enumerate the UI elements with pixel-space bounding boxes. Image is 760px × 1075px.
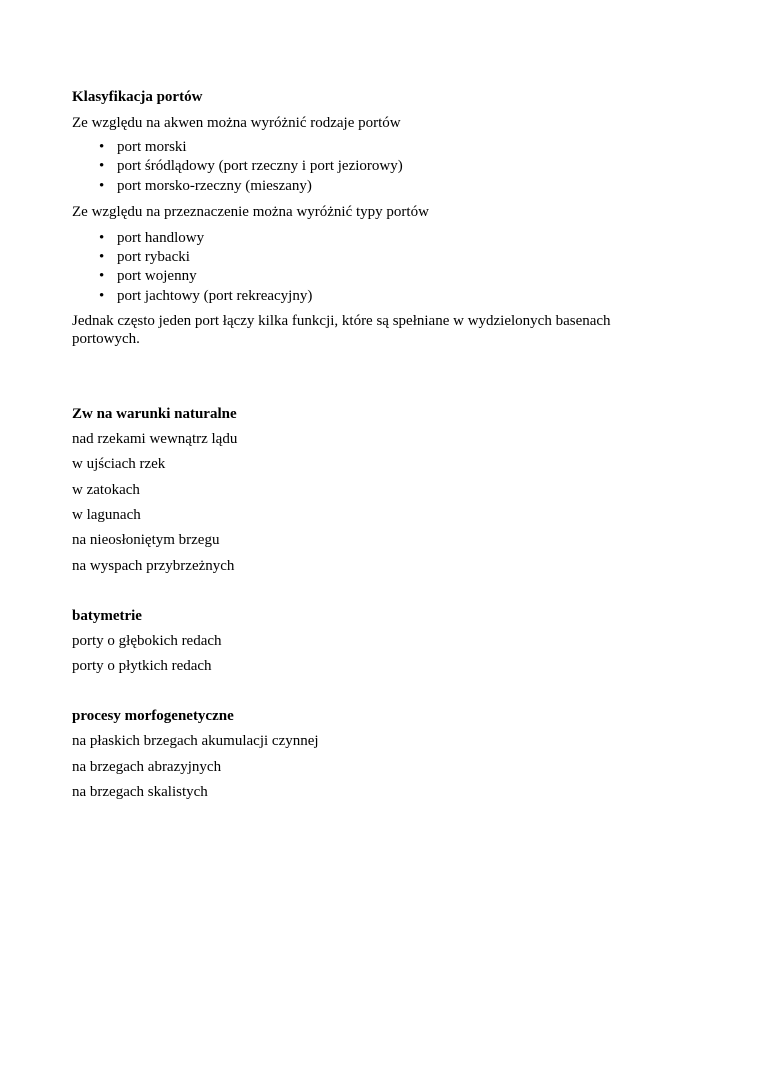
purpose-types-list bbox=[72, 229, 692, 306]
bathymetry-list bbox=[72, 632, 692, 683]
list-item: na nieosłoniętym brzegu bbox=[72, 532, 220, 549]
bathymetry-heading: batymetrie bbox=[72, 607, 142, 624]
document-page bbox=[72, 88, 692, 808]
bullet-icon: • bbox=[99, 177, 105, 194]
list-item: • port morski bbox=[72, 138, 692, 157]
bullet-icon: • bbox=[99, 268, 105, 285]
list-item: w ujściach rzek bbox=[72, 456, 166, 473]
bullet-icon: • bbox=[99, 229, 105, 246]
water-intro: Ze względu na akwen można wyróżnić rodzaje portów bbox=[72, 115, 401, 131]
bullet-icon: • bbox=[99, 139, 105, 155]
list-item: porty o płytkich redach bbox=[72, 658, 212, 675]
list-item: • port handlowy bbox=[72, 229, 692, 248]
list-item: • port jachtowy (port rekreacyjny) bbox=[72, 287, 692, 306]
list-item: nad rzekami wewnątrz lądu bbox=[72, 431, 238, 448]
list-item: • port wojenny bbox=[72, 267, 692, 286]
morphogenetic-list bbox=[72, 732, 692, 808]
natural-conditions-list bbox=[72, 430, 692, 582]
list-item: • port rybacki bbox=[72, 248, 692, 267]
classification-heading: Klasyfikacja portów bbox=[72, 89, 203, 105]
list-item: na wyspach przybrzeżnych bbox=[72, 557, 235, 574]
list-item: na brzegach skalistych bbox=[72, 784, 208, 801]
purpose-intro: Ze względu na przeznaczenie można wyróżnić typy portów bbox=[72, 203, 429, 220]
list-item: porty o głębokich redach bbox=[72, 632, 222, 649]
list-item: • port morsko-rzeczny (mieszany) bbox=[72, 177, 692, 196]
list-item: na płaskich brzegach akumulacji czynnej bbox=[72, 733, 319, 750]
list-item: w lagunach bbox=[72, 506, 141, 523]
closing-paragraph-line1: Jednak często jeden port łączy kilka funkcji, które są spełniane w wydzielonych basenach bbox=[72, 313, 611, 330]
list-item: na brzegach abrazyjnych bbox=[72, 758, 222, 775]
bullet-icon: • bbox=[99, 249, 105, 266]
list-item: w zatokach bbox=[72, 481, 140, 498]
natural-conditions-heading: Zw na warunki naturalne bbox=[72, 406, 237, 423]
list-item: • port śródlądowy (port rzeczny i port jeziorowy) bbox=[72, 157, 692, 176]
closing-paragraph-line2: portowych. bbox=[72, 331, 140, 348]
bullet-icon: • bbox=[99, 158, 105, 175]
water-types-list bbox=[72, 138, 692, 196]
morphogenetic-heading: procesy morfogenetyczne bbox=[72, 708, 234, 725]
bullet-icon: • bbox=[99, 287, 105, 304]
